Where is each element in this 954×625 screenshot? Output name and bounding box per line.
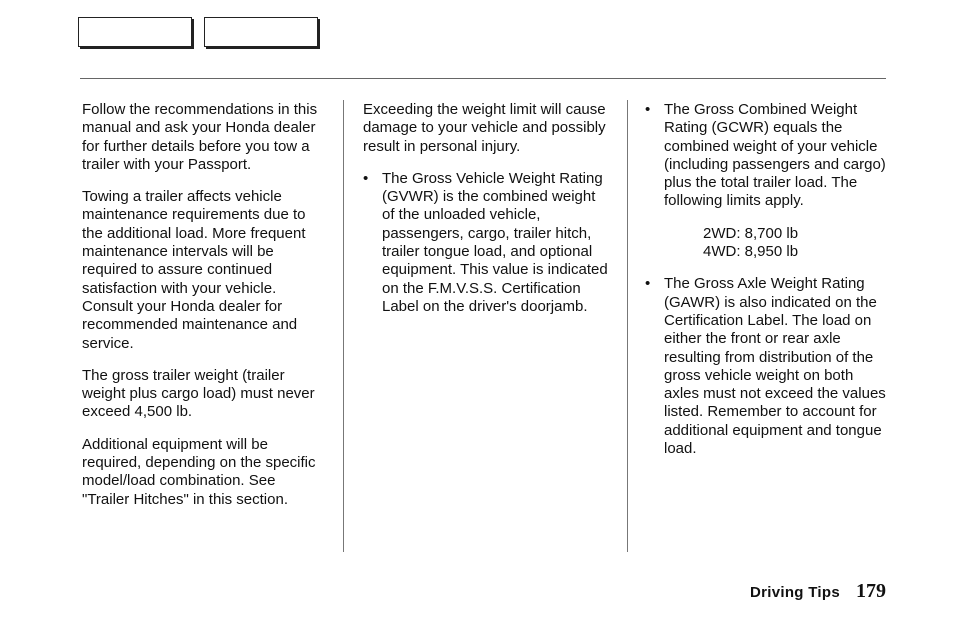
nav-button-next[interactable] <box>204 17 318 47</box>
bullet-gvwr-text: The Gross Vehicle Weight Rating (GVWR) is the combined weight of the unloaded vehicle, passengers, cargo, trailer hitch, trailer tongue load, and optional equipment. This value is indicated on the F.M.V.S.S. Certification Label on the driver's doorjamb. <box>382 169 608 315</box>
column-divider <box>343 100 344 552</box>
column-3 <box>645 101 890 472</box>
paragraph-weight-limit-warning: Exceeding the weight limit will cause damage to your vehicle and possibly result in personal injury. <box>363 101 606 155</box>
header-rule <box>80 78 886 79</box>
column-2 <box>363 101 609 330</box>
section-title: Driving Tips <box>749 584 840 601</box>
column-divider <box>627 100 628 552</box>
page-number: 179 <box>856 580 886 602</box>
page-footer <box>750 580 886 603</box>
bullet-gawr-text: The Gross Axle Weight Rating (GAWR) is also indicated on the Certification Label. The load on either the front or rear axle resulting from distribution of the gross vehicle weight on both axles must not exceed the values listed. Remember to account for additional equipment and tongue load. <box>664 275 886 458</box>
bullet-icon: • <box>645 101 651 118</box>
bullet-icon: • <box>363 169 369 187</box>
bullet-gcwr <box>645 101 890 211</box>
paragraph-maintenance: Towing a trailer affects vehicle maintenance requirements due to the additional load. More frequent maintenance intervals will be required to assure continued satisfaction with your vehicle. Consult your Honda dealer for recommended maintenance and service. <box>82 188 306 352</box>
limit-2wd: 2WD: 8,700 lb <box>703 224 799 242</box>
bullet-gcwr-text: The Gross Combined Weight Rating (GCWR) equals the combined weight of your vehicle (including passengers and cargo) plus the total trailer load. The following limits apply. <box>664 101 886 210</box>
paragraph-recommendations: Follow the recommendations in this manual and ask your Honda dealer for further details before you tow a trailer with your Passport. <box>82 101 318 173</box>
paragraph-gross-trailer-weight: The gross trailer weight (trailer weight plus cargo load) must never exceed 4,500 lb. <box>82 366 315 421</box>
column-1 <box>82 101 322 523</box>
gcwr-limits <box>645 225 890 262</box>
paragraph-additional-equipment: Additional equipment will be required, depending on the specific model/load combination. See "Trailer Hitches" in this section. <box>82 435 316 508</box>
limit-4wd: 4WD: 8,950 lb <box>703 243 799 261</box>
bullet-icon: • <box>645 275 651 293</box>
nav-button-previous[interactable] <box>78 17 192 47</box>
bullet-gvwr <box>363 170 609 316</box>
bullet-gawr <box>645 275 890 458</box>
